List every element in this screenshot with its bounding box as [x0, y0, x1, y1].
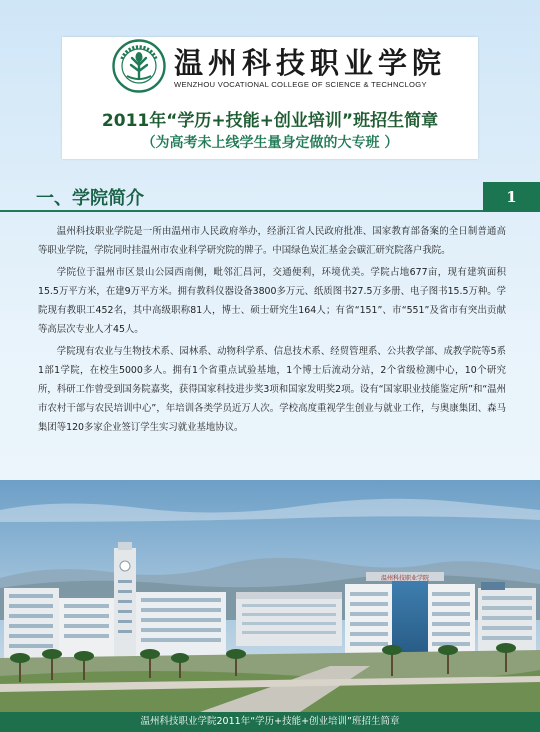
section-header — [0, 182, 483, 212]
college-name-en: WENZHOU VOCATIONAL COLLEGE OF SCIENCE & TECHNCLOGY — [174, 80, 427, 89]
college-name-cn: 温州科技职业学院 — [174, 46, 447, 80]
page-number-badge: 1 — [483, 182, 540, 212]
intro-paragraph-1: 温州科技职业学院是一所由温州市人民政府举办，经浙江省人民政府批准、国家教育部备案的全日制普通高等职业学院，学院同时挂温州市农业科学研究院的牌子。中国绿色炭汇基金会碳汇研究院落户我院。 — [38, 226, 506, 256]
campus-photo — [0, 480, 540, 712]
building-sign: 温州科技职业学院 — [380, 575, 430, 582]
header-card — [62, 37, 478, 159]
intro-paragraph-3: 学院现有农业与生物技术系、园林系、动物科学系、信息技术系、经贸管理系、公共教学部、成教学院等5系1部1学院，在校生5000多人。拥有1个省重点试验基地，1个博士后流动分站，2个省级检测中心，10个研究所，科研工作曾受到国务院嘉奖，获得国家科技进步奖3项和国家发明奖2项。设有“国家职业技能鉴定所”和“温州市农村干部与农民培训中心”，年培训各类学员近万人次。学校高度重视学生创业与就业工作，与奥康集团、森马集团等120多家企业签订学生实习就业基地协议。 — [38, 346, 506, 433]
brochure-subtitle: （为高考未上线学生量身定做的大专班 ） — [141, 135, 399, 151]
college-seal-logo — [112, 39, 166, 93]
section-title: 一、学院简介 — [36, 188, 144, 209]
intro-paragraph-2: 学院位于温州市区景山公园西南侧，毗邻汇昌河，交通便利，环境优美。学院占地677亩，现有建筑面积15.5万平方米，在建9万平方米。拥有教科仪器设备3800多万元、纸质图书27.5万多册、电子图书15.5万种。学院现有教职工452名，其中高级职称81人，博士、硕士研究生164人；有省“151”、市“551”及省市有突出贡献等高层次专业人才45人。 — [38, 267, 506, 335]
college-introduction — [38, 222, 506, 440]
footer-bar: 温州科技职业学院2011年“学历+技能+创业培训”班招生简章 — [0, 712, 540, 732]
campus-illustration — [0, 480, 540, 712]
brochure-title: 2011年“学历+技能+创业培训”班招生简章 — [101, 111, 439, 131]
